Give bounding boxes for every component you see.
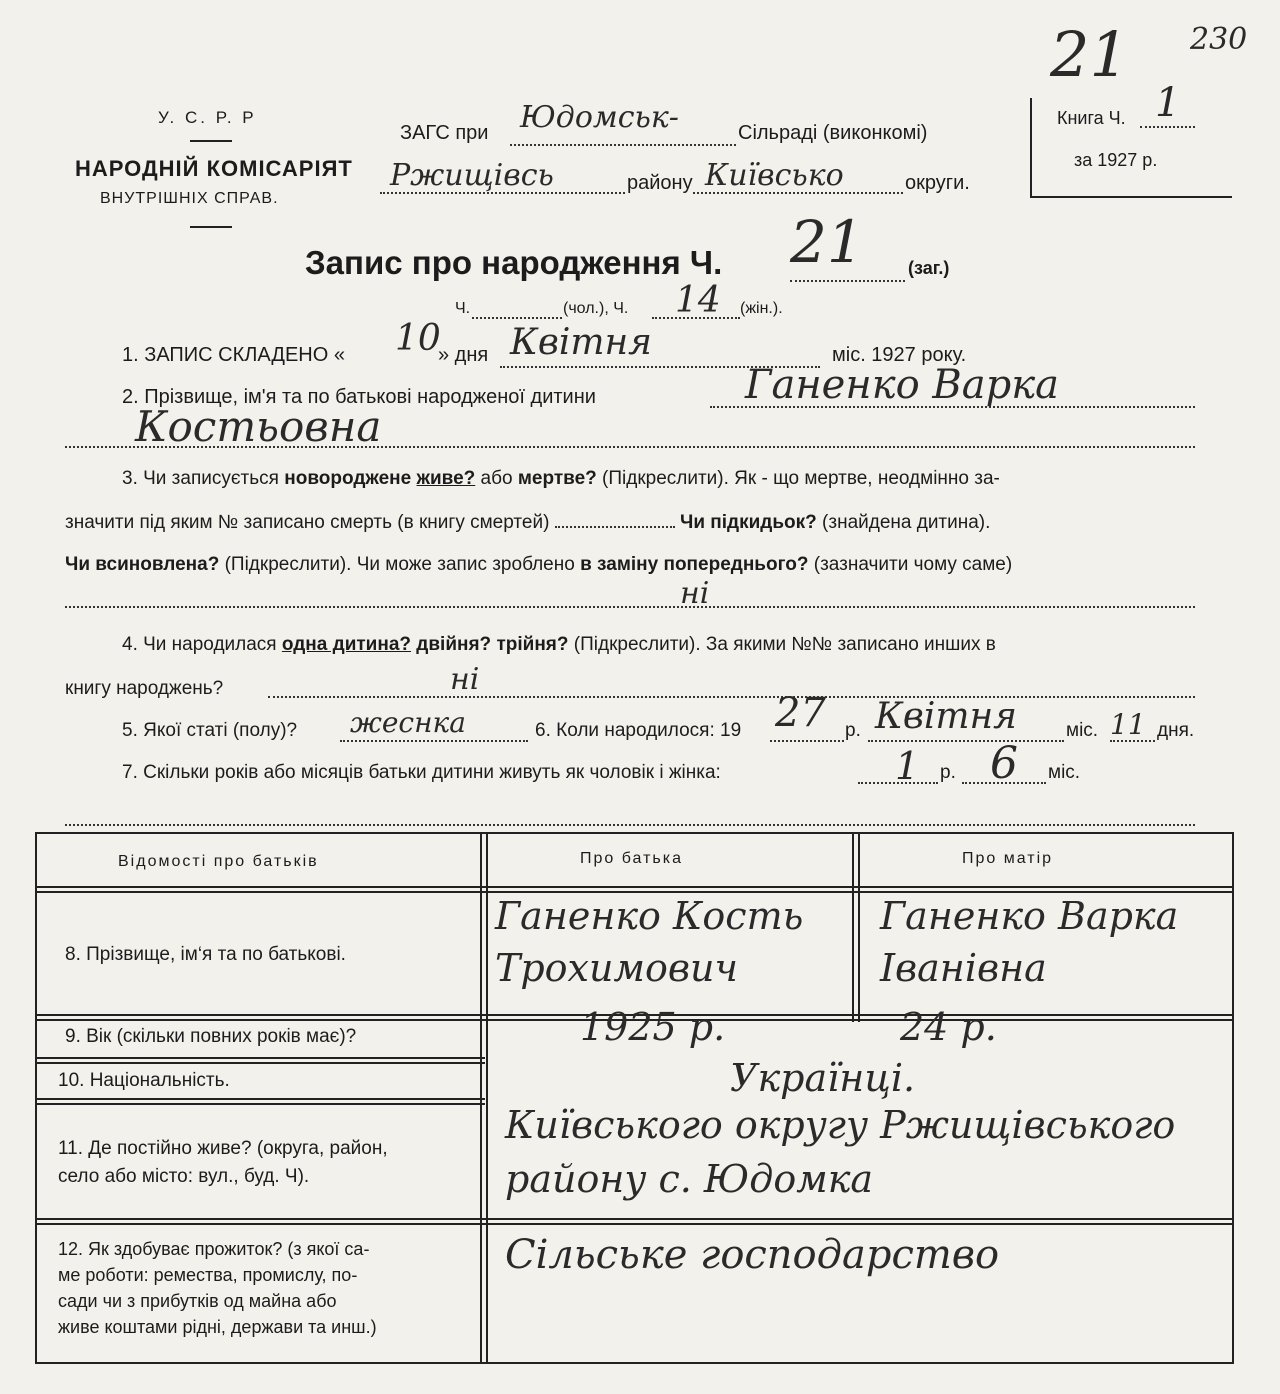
q7-years: 1 [895, 744, 920, 788]
record-number: 21 [790, 208, 864, 276]
q2-name-line1: Ганенко Варка [745, 362, 1059, 408]
book-year: за 1927 р. [1074, 150, 1158, 170]
q3-adopted: Чи всиновлена? [65, 554, 220, 575]
q6-month: Квітня [875, 696, 1018, 737]
dash-top [190, 140, 232, 142]
book-label: Книга Ч. [1057, 108, 1126, 128]
table-hline-11b [35, 1223, 1232, 1225]
q6-r: р. [845, 720, 861, 741]
q6-label: 6. Коли народилося: 19 [535, 720, 742, 741]
q7-months: 6 [990, 738, 1018, 789]
header-parents-info: Відомості про батьків [118, 853, 319, 870]
q3-line1 [122, 468, 1000, 490]
zags-prefix: ЗАГС при [400, 122, 489, 144]
ussr-label: У. С. Р. Р [158, 108, 257, 127]
row8-label: 8. Прізвище, ім‘я та по батькові. [65, 944, 346, 965]
q3-line2-end: (знайдена дитина). [822, 512, 991, 533]
table-hline-9b [35, 1062, 485, 1064]
row10-label: 10. Національність. [58, 1070, 230, 1091]
male-suffix: (чол.), Ч. [563, 300, 629, 317]
table-hline-9 [35, 1057, 485, 1059]
q3-line3-mid: (Підкреслити). Чи може запис зроблено [224, 554, 575, 575]
district-label: району [627, 172, 693, 194]
q6-dnya: дня. [1157, 720, 1195, 741]
female-number: 14 [675, 280, 721, 321]
book-number: 1 [1155, 80, 1181, 126]
father-name: Ганенко Кость Трохимович [495, 894, 804, 990]
q3-alive: живе? [416, 468, 476, 489]
q4-one-child: одна дитина? [281, 634, 412, 655]
q3-line2-start: значити під яким № записано смерть (в книгу смертей) [65, 512, 550, 533]
council-label: Сільраді (виконкомі) [738, 122, 928, 144]
table-hline-10b [35, 1103, 485, 1105]
internal-affairs-label: ВНУТРІШНІХ СПРАВ. [100, 190, 279, 207]
q3-line1-end: (Підкреслити). Як - що мертве, неодмінно за- [602, 468, 1000, 489]
district-handwritten: Ржищівсь [390, 158, 554, 193]
occupation: Сільське господарство [505, 1232, 1000, 1278]
archive-number-large: 21 [1050, 18, 1129, 91]
q3-newborn: новороджене [284, 468, 412, 489]
row11-label: 11. Де постійно живе? (округа, район, село або місто: вул., буд. Ч). [58, 1138, 388, 1187]
q1-month: Квітня [510, 322, 653, 363]
q5-label: 5. Якої статі (полу)? [122, 720, 298, 741]
q1-day: 10 [395, 318, 441, 359]
q3-line3 [65, 554, 1012, 576]
q7-mis: міс. [1048, 762, 1081, 783]
q6-day: 11 [1110, 708, 1146, 741]
commissariat-label: НАРОДНІЙ КОМІСАРІЯТ [75, 156, 353, 181]
nationality: Українці. [730, 1056, 916, 1100]
q4-twins: двійня? [416, 634, 492, 655]
q3-line1-start: 3. Чи записується [122, 468, 279, 489]
q7-label: 7. Скільки років або місяців батьки дитини живуть як чоловік і жінка: [122, 762, 721, 783]
father-age: 1925 р. [580, 1005, 726, 1049]
q3-or: або [480, 468, 513, 489]
mother-age: 24 р. [900, 1005, 997, 1049]
table-hline-11 [35, 1218, 1232, 1220]
table-divider-2b [858, 832, 860, 1022]
dash-bottom [190, 226, 232, 228]
q4-line1-end: (Підкреслити). За якими №№ записано инших в [573, 634, 996, 655]
q4-answer: ні [450, 662, 480, 697]
q4-triplets: трійня? [496, 634, 569, 655]
row12-label: 12. Як здобуває прожиток? (з якої са- ме роботи: ремества, промислу, по- сади чи з прибутків од майна або живе коштами рідні, держави та инш.) [58, 1239, 377, 1337]
table-divider-1 [480, 832, 482, 1362]
q3-replacement: в заміну попереднього? [580, 554, 809, 575]
header-mother: Про матір [962, 850, 1054, 867]
q1-suffix: міс. 1927 року. [832, 344, 967, 366]
q7-r: р. [940, 762, 956, 783]
q3-dead: мертве? [517, 468, 597, 489]
village-handwritten: Юдомськ- [520, 100, 679, 135]
q4-line1 [122, 634, 996, 656]
record-title: Запис про народження Ч. [305, 244, 723, 281]
q6-year: 27 [775, 690, 826, 736]
okrug-handwritten: Київсько [705, 158, 844, 193]
q3-line2 [65, 512, 990, 534]
mother-name: Ганенко Варка Іванівна [880, 894, 1179, 990]
q2-name-line2: Костьовна [135, 402, 382, 451]
table-hline-10 [35, 1098, 485, 1100]
archive-number-small: 230 [1190, 22, 1248, 57]
q1-mid: » дня [438, 344, 489, 366]
q2-label: 2. Прізвище, ім'я та по батькові народженої дитини [122, 386, 596, 408]
q5-answer: жеснка [350, 706, 466, 739]
q3-answer: ні [680, 576, 710, 611]
q1-prefix: 1. ЗАПИС СКЛАДЕНО « [122, 344, 345, 366]
q3-foundling: Чи підкидьок? [679, 512, 817, 533]
table-divider-1b [486, 832, 488, 1362]
row9-label: 9. Вік (скільки повних років має)? [65, 1026, 357, 1047]
q4-line1-start: 4. Чи народилася [122, 634, 277, 655]
residence: Київського округу Ржищівського району с. Юдомка [505, 1103, 1176, 1201]
okrug-label: округи. [905, 172, 970, 194]
header-father: Про батька [580, 850, 683, 867]
record-gen-suffix: (заг.) [908, 258, 950, 278]
q3-line3-end: (зазначити чому саме) [813, 554, 1013, 575]
q6-mis: міс. [1066, 720, 1099, 741]
table-divider-2 [852, 832, 854, 1022]
table-hline-header [35, 886, 1232, 888]
male-label: Ч. [455, 300, 471, 317]
female-suffix: (жін.). [740, 300, 783, 317]
q4-line2: книгу народжень? [65, 678, 224, 699]
